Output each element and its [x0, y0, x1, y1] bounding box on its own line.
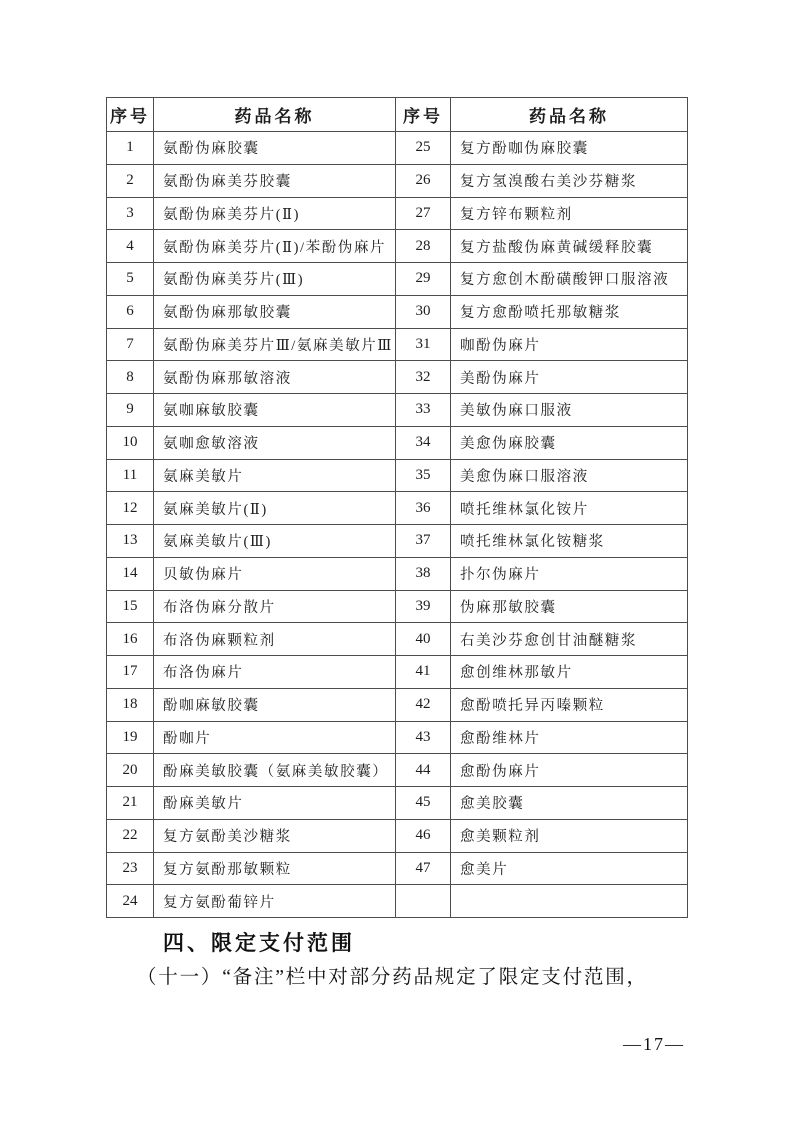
table-row	[107, 492, 688, 525]
cell-no-right: 32	[396, 361, 451, 394]
cell-no-left: 20	[107, 754, 154, 787]
cell-no-right: 25	[396, 132, 451, 165]
cell-name-left: 复方氨酚那敏颗粒	[154, 852, 396, 885]
table-row	[107, 230, 688, 263]
cell-no-right: 45	[396, 787, 451, 820]
cell-no-left: 13	[107, 525, 154, 558]
cell-no-left: 17	[107, 656, 154, 689]
col-header-name-right: 药品名称	[451, 98, 688, 132]
cell-name-left: 酚麻美敏胶囊（氨麻美敏胶囊）	[154, 754, 396, 787]
cell-name-left: 酚麻美敏片	[154, 787, 396, 820]
section-paragraph: （十一）“备注”栏中对部分药品规定了限定支付范围，	[137, 967, 648, 988]
cell-name-right: 美酚伪麻片	[451, 361, 688, 394]
col-header-no-left: 序号	[107, 98, 154, 132]
table-row	[107, 852, 688, 885]
cell-name-left: 氨酚伪麻美芬片Ⅲ/氨麻美敏片Ⅲ	[154, 328, 396, 361]
cell-no-left: 10	[107, 426, 154, 459]
cell-name-left: 氨酚伪麻美芬片(Ⅲ)	[154, 263, 396, 296]
col-header-name-left: 药品名称	[154, 98, 396, 132]
cell-no-left: 5	[107, 263, 154, 296]
cell-name-right: 愈美颗粒剂	[451, 819, 688, 852]
section-heading: 四、限定支付范围	[163, 932, 355, 955]
cell-no-left: 18	[107, 688, 154, 721]
cell-name-left: 氨酚伪麻美芬胶囊	[154, 164, 396, 197]
cell-no-right: 31	[396, 328, 451, 361]
cell-no-left: 2	[107, 164, 154, 197]
cell-name-right: 喷托维林氯化铵糖浆	[451, 525, 688, 558]
cell-name-right: 美敏伪麻口服液	[451, 394, 688, 427]
table-row	[107, 787, 688, 820]
cell-no-left: 11	[107, 459, 154, 492]
cell-name-right: 复方盐酸伪麻黄碱缓释胶囊	[451, 230, 688, 263]
cell-no-left: 4	[107, 230, 154, 263]
cell-name-right: 复方氢溴酸右美沙芬糖浆	[451, 164, 688, 197]
cell-no-left: 21	[107, 787, 154, 820]
cell-no-left: 24	[107, 885, 154, 918]
drug-table-header	[107, 98, 688, 132]
cell-name-left: 氨麻美敏片	[154, 459, 396, 492]
cell-no-right: 28	[396, 230, 451, 263]
cell-no-left: 15	[107, 590, 154, 623]
cell-name-left: 氨咖麻敏胶囊	[154, 394, 396, 427]
table-row	[107, 754, 688, 787]
cell-name-right: 伪麻那敏胶囊	[451, 590, 688, 623]
cell-no-right: 44	[396, 754, 451, 787]
cell-no-right: 27	[396, 197, 451, 230]
cell-no-left: 22	[107, 819, 154, 852]
cell-name-right: 复方锌布颗粒剂	[451, 197, 688, 230]
table-row	[107, 394, 688, 427]
cell-name-left: 布洛伪麻颗粒剂	[154, 623, 396, 656]
cell-name-left: 布洛伪麻片	[154, 656, 396, 689]
col-header-no-right: 序号	[396, 98, 451, 132]
cell-name-left: 贝敏伪麻片	[154, 557, 396, 590]
table-row	[107, 361, 688, 394]
cell-name-right: 愈美片	[451, 852, 688, 885]
cell-name-right: 扑尔伪麻片	[451, 557, 688, 590]
cell-name-right: 愈酚喷托异丙嗪颗粒	[451, 688, 688, 721]
table-row	[107, 132, 688, 165]
table-row	[107, 819, 688, 852]
table-row	[107, 590, 688, 623]
cell-no-left: 8	[107, 361, 154, 394]
cell-name-right: 愈酚维林片	[451, 721, 688, 754]
header-row	[107, 98, 688, 132]
cell-no-right: 33	[396, 394, 451, 427]
cell-name-left: 氨麻美敏片(Ⅱ)	[154, 492, 396, 525]
cell-name-left: 复方氨酚葡锌片	[154, 885, 396, 918]
cell-no-right: 37	[396, 525, 451, 558]
cell-name-right	[451, 885, 688, 918]
cell-name-left: 氨酚伪麻那敏溶液	[154, 361, 396, 394]
cell-no-right: 43	[396, 721, 451, 754]
page-number: —17—	[623, 1034, 685, 1054]
cell-no-right: 47	[396, 852, 451, 885]
cell-name-left: 氨咖愈敏溶液	[154, 426, 396, 459]
table-row	[107, 885, 688, 918]
cell-no-right: 41	[396, 656, 451, 689]
cell-name-right: 咖酚伪麻片	[451, 328, 688, 361]
cell-name-left: 布洛伪麻分散片	[154, 590, 396, 623]
table-row	[107, 721, 688, 754]
cell-no-left: 14	[107, 557, 154, 590]
table-row	[107, 688, 688, 721]
cell-name-right: 愈美胶囊	[451, 787, 688, 820]
cell-no-right: 40	[396, 623, 451, 656]
cell-name-right: 复方酚咖伪麻胶囊	[451, 132, 688, 165]
cell-no-right: 36	[396, 492, 451, 525]
cell-no-left: 16	[107, 623, 154, 656]
table-row	[107, 328, 688, 361]
cell-no-right: 46	[396, 819, 451, 852]
cell-name-right: 喷托维林氯化铵片	[451, 492, 688, 525]
table-row	[107, 164, 688, 197]
cell-no-right: 42	[396, 688, 451, 721]
cell-name-right: 右美沙芬愈创甘油醚糖浆	[451, 623, 688, 656]
cell-name-left: 氨酚伪麻美芬片(Ⅱ)/苯酚伪麻片	[154, 230, 396, 263]
cell-name-right: 复方愈创木酚磺酸钾口服溶液	[451, 263, 688, 296]
table-row	[107, 525, 688, 558]
cell-name-right: 愈酚伪麻片	[451, 754, 688, 787]
cell-no-left: 19	[107, 721, 154, 754]
cell-name-left: 氨酚伪麻美芬片(Ⅱ)	[154, 197, 396, 230]
cell-no-right: 30	[396, 295, 451, 328]
cell-no-right: 29	[396, 263, 451, 296]
cell-no-left: 6	[107, 295, 154, 328]
cell-no-left: 7	[107, 328, 154, 361]
cell-name-left: 氨酚伪麻那敏胶囊	[154, 295, 396, 328]
cell-no-right: 35	[396, 459, 451, 492]
table-row	[107, 197, 688, 230]
table-row	[107, 557, 688, 590]
table-row	[107, 623, 688, 656]
cell-name-right: 愈创维林那敏片	[451, 656, 688, 689]
drug-table-body	[107, 132, 688, 918]
cell-no-right	[396, 885, 451, 918]
table-row	[107, 295, 688, 328]
cell-name-left: 复方氨酚美沙糖浆	[154, 819, 396, 852]
cell-no-left: 9	[107, 394, 154, 427]
cell-no-left: 23	[107, 852, 154, 885]
table-row	[107, 426, 688, 459]
cell-name-left: 酚咖麻敏胶囊	[154, 688, 396, 721]
cell-name-left: 酚咖片	[154, 721, 396, 754]
table-row	[107, 263, 688, 296]
cell-no-left: 1	[107, 132, 154, 165]
cell-name-right: 美愈伪麻胶囊	[451, 426, 688, 459]
cell-name-right: 复方愈酚喷托那敏糖浆	[451, 295, 688, 328]
cell-name-right: 美愈伪麻口服溶液	[451, 459, 688, 492]
cell-no-right: 38	[396, 557, 451, 590]
cell-name-left: 氨酚伪麻胶囊	[154, 132, 396, 165]
cell-no-right: 34	[396, 426, 451, 459]
table-row	[107, 459, 688, 492]
cell-no-left: 3	[107, 197, 154, 230]
table-row	[107, 656, 688, 689]
cell-no-right: 39	[396, 590, 451, 623]
cell-no-left: 12	[107, 492, 154, 525]
cell-no-right: 26	[396, 164, 451, 197]
cell-name-left: 氨麻美敏片(Ⅲ)	[154, 525, 396, 558]
drug-table	[106, 97, 688, 918]
